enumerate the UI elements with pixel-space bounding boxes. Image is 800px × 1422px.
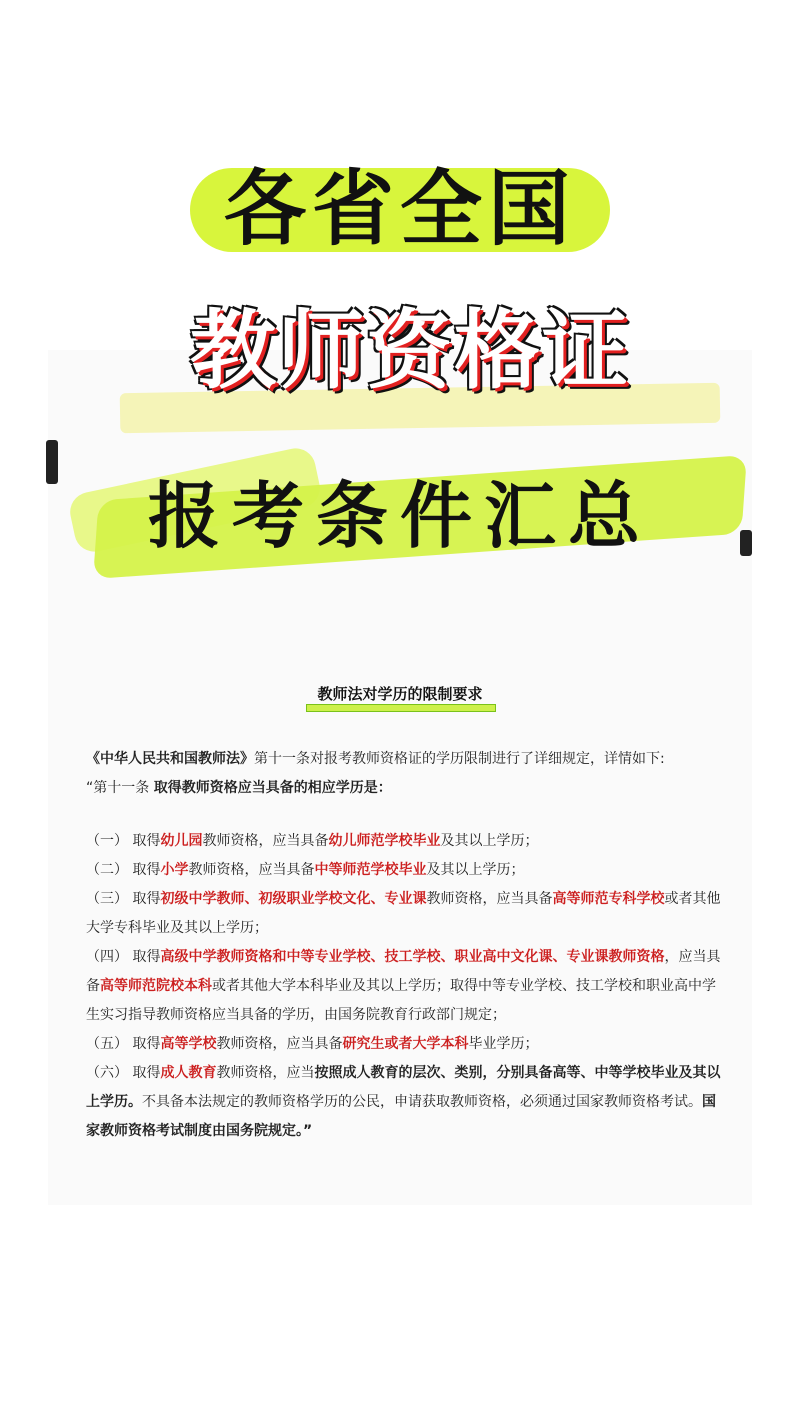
- emphasis-red-text: 初级中学教师、初级职业学校文化、专业课: [160, 891, 427, 907]
- title-line-1: 各省全国: [223, 162, 576, 257]
- emphasis-red-text: 高等师范院校本科: [100, 978, 212, 994]
- title-line-2: 教师资格证: [190, 301, 630, 401]
- emphasis-red-text: 幼儿园: [160, 833, 203, 849]
- item-text: （二） 取得: [86, 862, 161, 878]
- item-text: 教师资格，应当具备: [188, 862, 315, 878]
- article-lead: [86, 774, 726, 803]
- document-heading: 教师法对学历的限制要求: [317, 685, 483, 703]
- item-text: （六） 取得: [86, 1065, 161, 1081]
- item-text: （三） 取得: [86, 891, 161, 907]
- item-text: 不具备本法规定的教师资格学历的公民，申请获取教师资格，必须通过国家教师资格考试。: [142, 1094, 702, 1110]
- item-text: 教师资格，应当具备: [426, 891, 553, 907]
- emphasis-bold-text: 国家教师资格考试制度由国务院规定。”: [86, 1094, 716, 1139]
- edge-decoration-right: [740, 530, 752, 556]
- article-item: [86, 856, 726, 885]
- emphasis-red-text: 高等师范专科学校: [552, 891, 665, 907]
- heading-underline-bar: [306, 704, 496, 712]
- emphasis-red-text: 高级中学教师资格和中等专业学校、技工学校、职业高中文化课、专业课教师资格: [160, 949, 665, 965]
- article-lead-quote: “第十一条: [86, 780, 154, 796]
- item-text: 或者其他大学专科毕业及其以上学历；: [86, 891, 721, 936]
- item-text: 教师资格，应当具备: [202, 833, 329, 849]
- item-text: 及其以上学历；: [440, 833, 539, 849]
- article-item: [86, 1030, 726, 1059]
- item-text: 教师资格，应当: [216, 1065, 315, 1081]
- emphasis-red-text: 幼儿师范学校毕业: [328, 833, 441, 849]
- spacer: [86, 803, 726, 827]
- item-text: 毕业学历；: [468, 1036, 539, 1052]
- intro-paragraph: [86, 745, 726, 774]
- intro-text: 第十一条对报考教师资格证的学历限制进行了详细规定，详情如下:: [254, 751, 665, 767]
- item-text: （五） 取得: [86, 1036, 161, 1052]
- document-body: [86, 745, 726, 1146]
- article-item: [86, 885, 726, 943]
- article-item: [86, 943, 726, 1030]
- article-item: [86, 827, 726, 856]
- edge-decoration-left: [46, 440, 58, 484]
- article-lead-text: 取得教师资格应当具备的相应学历是：: [153, 780, 392, 796]
- law-name: 《中华人民共和国教师法》: [86, 751, 254, 767]
- item-text: ，应当具备: [86, 949, 721, 994]
- article-items: [86, 827, 726, 1146]
- item-text: （一） 取得: [86, 833, 161, 849]
- item-text: 或者其他大学本科毕业及其以上学历；取得中等专业学校、技工学校和职业高中学生实习指导教师资格应当具备的学历，由国务院教育行政部门规定；: [86, 978, 716, 1023]
- emphasis-red-text: 小学: [160, 862, 189, 878]
- title-line-3: 报考条件汇总: [147, 473, 652, 558]
- article-item: [86, 1059, 726, 1146]
- emphasis-red-text: 研究生或者大学本科: [342, 1036, 469, 1052]
- emphasis-red-text: 成人教育: [160, 1065, 217, 1081]
- item-text: 及其以上学历；: [426, 862, 525, 878]
- item-text: 教师资格，应当具备: [216, 1036, 343, 1052]
- emphasis-red-text: 高等学校: [160, 1036, 217, 1052]
- item-text: （四） 取得: [86, 949, 161, 965]
- emphasis-red-text: 中等师范学校毕业: [314, 862, 427, 878]
- emphasis-bold-text: 按照成人教育的层次、类别，分别具备高等、中等学校毕业及其以上学历。: [86, 1065, 721, 1110]
